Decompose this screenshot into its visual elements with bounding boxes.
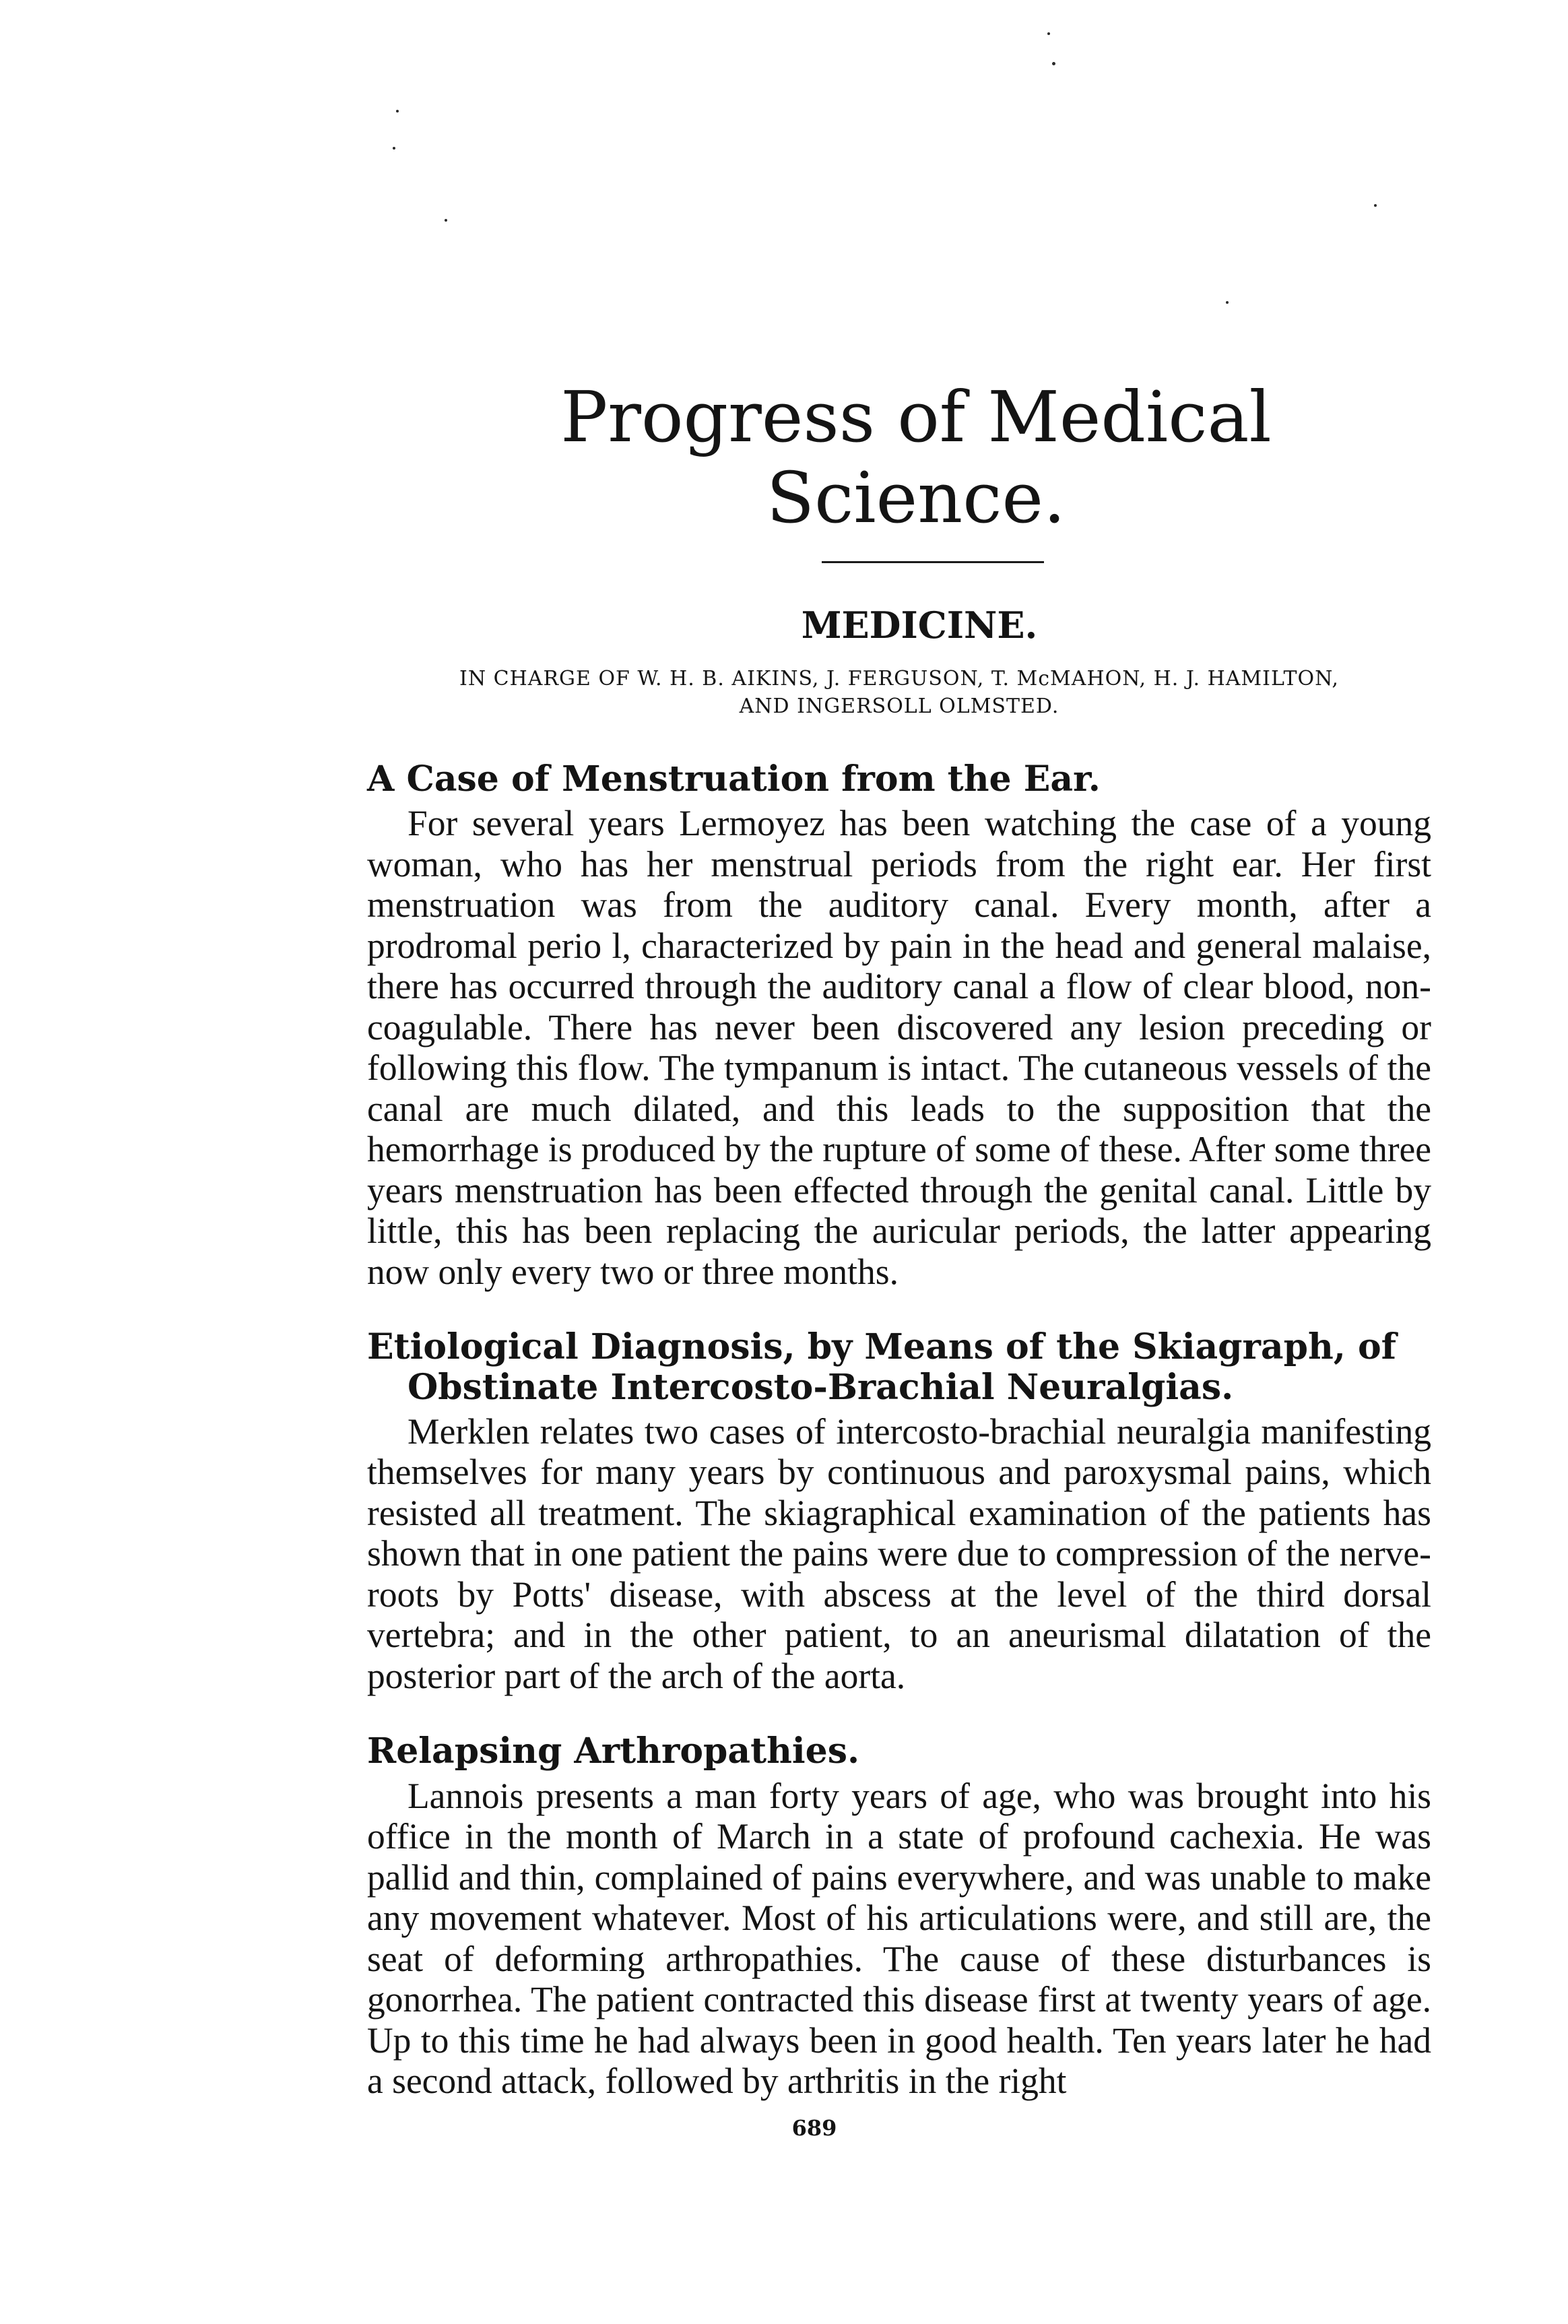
article-body: For several years Lermoyez has been watching the case of a young woman, who has her menstrual periods from the right ear. Her first menstruation was from the auditory canal. Every month, after a prodromal perio l, characterized by pain in the head and general malaise, there has occurred through the auditory canal a flow of clear blood, non-coagulable. There has never been discovered any lesion preceding or following this flow. The tympanum is intact. The cutaneous vessels of the canal are much dilated, and this leads to the supposition that the hemorrhage is produced by the rupture of some of these. After some three years menstruation has been effected through the genital canal. Little by little, this has been replacing the auricular periods, the latter appearing now only every two or three months.: [367, 803, 1431, 1292]
article-menstruation-from-ear: [367, 759, 1431, 1292]
article-heading: A Case of Menstruation from the Ear.: [367, 758, 1101, 800]
editors-line-2: AND INGERSOLL OLMSTED.: [739, 694, 1059, 718]
editors-credit: [367, 666, 1431, 720]
article-body: Lannois presents a man forty years of age, who was brought into his office in the month of March in a state of profound cachexia. He was pallid and thin, complained of pains everywhere, and was unable to make any movement whatever. Most of his articulations were, and still are, the seat of deforming arthropathies. The cause of these disturbances is gonorrhea. The patient contracted this disease first at twenty years of age. Up to this time he had always been in good health. Ten years later he had a second attack, followed by arthritis in the right: [367, 1775, 1431, 2102]
title-rule: [822, 561, 1044, 563]
article-heading: Relapsing Arthropathies.: [367, 1731, 860, 1772]
article-heading: Etiological Diagnosis, by Means of the Skiagraph, of Obstinate Intercosto-Brachial Neuralgias.: [367, 1326, 1397, 1408]
section-title: MEDICINE.: [801, 604, 1038, 647]
article-relapsing-arthropathies: [367, 1731, 1431, 2101]
article-body: Merklen relates two cases of intercosto-brachial neuralgia manifesting themselves for many years by continuous and paroxysmal pains, which resisted all treatment. The skiagraphical examination of the patients has shown that in one patient the pains were due to compression of the nerve-roots by Potts' disease, with abscess at the level of the third dorsal vertebra; and in the other patient, to an aneurismal dilatation of the posterior part of the arch of the aorta.: [367, 1411, 1431, 1696]
page-title: Progress of Medical Science.: [560, 376, 1272, 539]
page-number: 689: [791, 2115, 837, 2141]
scan-speck: [1226, 301, 1229, 304]
scan-speck: [1374, 204, 1377, 207]
editors-line-1: IN CHARGE OF W. H. B. AIKINS, J. FERGUSON, T. McMAHON, H. J. HAMILTON,: [459, 667, 1339, 691]
article-etiological-diagnosis: [367, 1327, 1431, 1696]
scan-speck: [396, 110, 399, 112]
scan-speck: [445, 219, 447, 222]
scan-speck: [393, 147, 395, 150]
scan-speck: [1052, 62, 1055, 65]
scan-speck: [1047, 32, 1050, 35]
text-column: [367, 377, 1431, 2102]
